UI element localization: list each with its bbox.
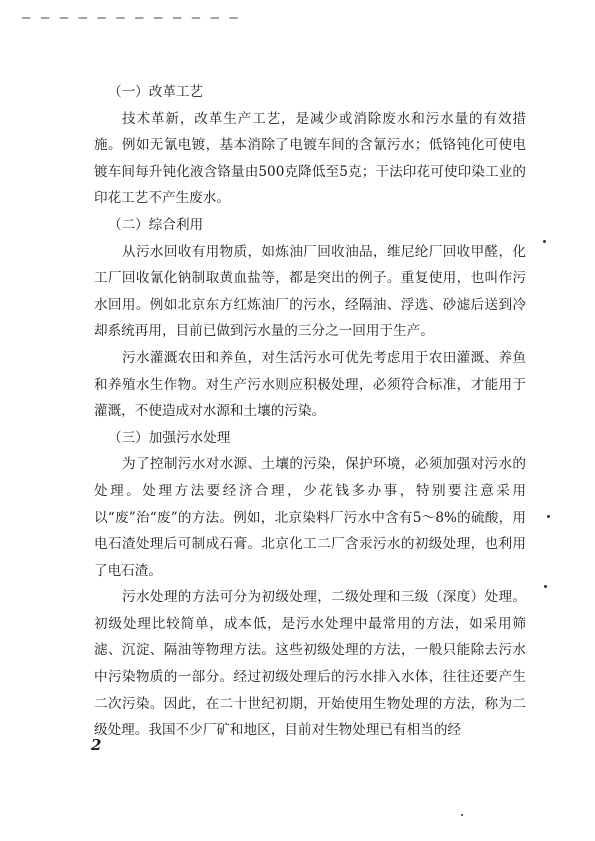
top-dashed-rule: — — — — — — — — — — — —	[22, 10, 239, 26]
page-body	[94, 79, 526, 744]
section-heading-3: （三）加强污水处理	[108, 429, 231, 446]
section-2-paragraph-2: 污水灌溉农田和养鱼，对生活污水可优先考虑用于农田灌溉、养鱼和养殖水生作物。对生产污水则应积极处理，必须符合标准，才能用于灌溉，不使造成对水源和土壤的污染。	[94, 349, 526, 420]
section-heading-1: （一）改革工艺	[108, 84, 204, 100]
section-1-paragraph-1: 技术革新，改革生产工艺，是减少或消除废水和污水量的有效措施。例如无氰电镀，基本消除了电镀车间的含氰污水；低铬钝化可使电镀车间每升钝化液含铬量由500克降低至5克；干法印花可使印染工业的印花工艺不产生废水。	[94, 110, 526, 207]
page-number: 2	[91, 736, 102, 754]
scan-speck	[543, 240, 546, 243]
scan-speck	[544, 585, 547, 588]
scan-speck	[547, 515, 550, 518]
section-3-paragraph-1: 为了控制污水对水源、土壤的污染，保护环境，必须加强对污水的处理。处理方法要经济合理，少花钱多办事，特别要注意采用以“废”治“废”的方法。例如，北京染料厂污水中含有5～8%的硫酸，用电石渣处理后可制成石膏。北京化工二厂含汞污水的初级处理，也利用了电石渣。	[94, 456, 526, 579]
scan-speck	[461, 814, 463, 816]
section-2-paragraph-1: 从污水回收有用物质，如炼油厂回收油品，维尼纶厂回收甲醛，化工厂回收氰化钠制取黄血盐等，都是突出的例子。重复使用，也叫作污水回用。例如北京东方红炼油厂的污水，经隔油、浮选、砂滤后送到冷却系统再用，目前已做到污水量的三分之一回用于生产。	[94, 243, 526, 340]
section-3-paragraph-2: 污水处理的方法可分为初级处理，二级处理和三级（深度）处理。初级处理比较简单，成本低，是污水处理中最常用的方法，如采用筛滤、沉淀、隔油等物理方法。这些初级处理的方法，一般只能除去污水中污染物质的一部分。经过初级处理后的污水排入水体，往往还要产生二次污染。因此，在二十世纪初期，开始使用生物处理的方法，称为二级处理。我国不少厂矿和地区，目前对生物处理已有相当的经	[94, 589, 526, 739]
section-heading-2: （二）综合利用	[108, 216, 204, 233]
